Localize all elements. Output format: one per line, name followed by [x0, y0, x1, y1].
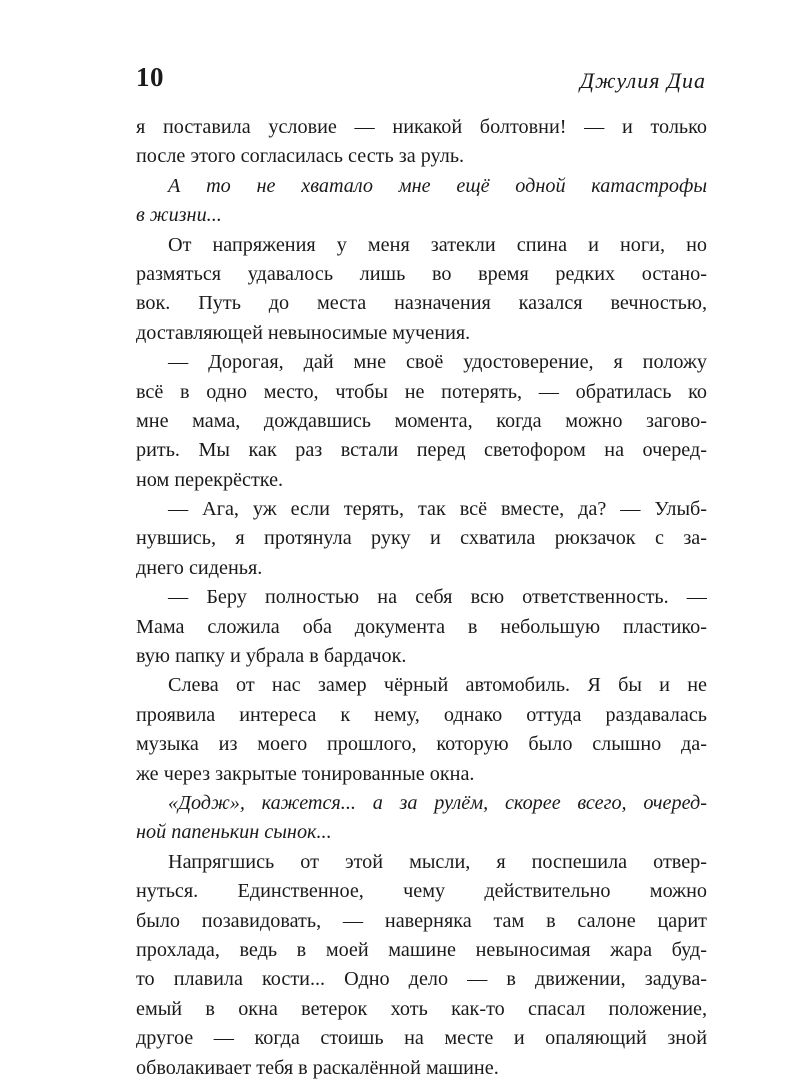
text-line: проявила интереса к нему, однако оттуда раздавалась	[136, 703, 707, 726]
page-header	[136, 62, 706, 102]
text-line: — Ага, уж если терять, так всё вместе, да? — Улыб-	[168, 498, 707, 521]
text-line: то плавила кости... Одно дело — в движении, задува-	[136, 968, 707, 991]
text-line: — Беру полностью на себя всю ответственность. —	[168, 586, 707, 609]
text-line: музыка из моего прошлого, которую было слышно да-	[136, 733, 707, 756]
text-line: ном перекрёстке.	[136, 468, 284, 491]
text-line: вок. Путь до места назначения казался вечностью,	[136, 292, 707, 315]
text-line: ной папенькин сынок...	[136, 821, 332, 844]
text-line: А то не хватало мне ещё одной катастрофы	[168, 174, 707, 197]
running-head-author: Джулия Диа	[580, 68, 706, 93]
text-line: в жизни...	[136, 204, 222, 227]
text-line: днего сиденья.	[136, 556, 263, 579]
text-line: Слева от нас замер чёрный автомобиль. Я бы и не	[168, 674, 707, 697]
text-line: обволакивает тебя в раскалённой машине.	[136, 1056, 499, 1079]
text-line: вую папку и убрала в бардачок.	[136, 645, 407, 668]
text-line: нувшись, я протянула руку и схватила рюкзачок с за-	[136, 527, 707, 550]
page-number: 10	[136, 62, 164, 92]
text-line: рить. Мы как раз встали перед светофором на очеред-	[136, 439, 707, 462]
text-line: прохлада, ведь в моей машине невыносимая жара буд-	[136, 938, 707, 961]
text-line: всё в одно место, чтобы не потерять, — обратилась ко	[136, 380, 707, 403]
text-line: другое — когда стоишь на месте и опаляющий зной	[136, 1027, 707, 1050]
body-text	[136, 113, 707, 1083]
text-line: доставляющей невыносимые мучения.	[136, 321, 471, 344]
text-line: емый в окна ветерок хоть как-то спасал положение,	[136, 997, 707, 1020]
text-line: после этого согласилась сесть за руль.	[136, 145, 465, 168]
text-line: размяться удавалось лишь во время редких остано-	[136, 262, 707, 285]
text-line: было позавидовать, — наверняка там в салоне царит	[136, 909, 707, 932]
text-line: я поставила условие — никакой болтовни! — и только	[136, 116, 707, 138]
text-line: Мама сложила оба документа в небольшую пластико-	[136, 615, 707, 638]
text-line: мне мама, дождавшись момента, когда можно загово-	[136, 409, 707, 432]
text-line: Напрягшись от этой мысли, я поспешила отвер-	[168, 850, 707, 873]
text-line: «Додж», кажется... а за рулём, скорее всего, очеред-	[168, 791, 707, 814]
text-line: нуться. Единственное, чему действительно можно	[136, 880, 707, 903]
text-line: От напряжения у меня затекли спина и ноги, но	[168, 233, 707, 256]
text-line: — Дорогая, дай мне своё удостоверение, я положу	[168, 351, 707, 374]
text-line: же через закрытые тонированные окна.	[136, 762, 475, 785]
